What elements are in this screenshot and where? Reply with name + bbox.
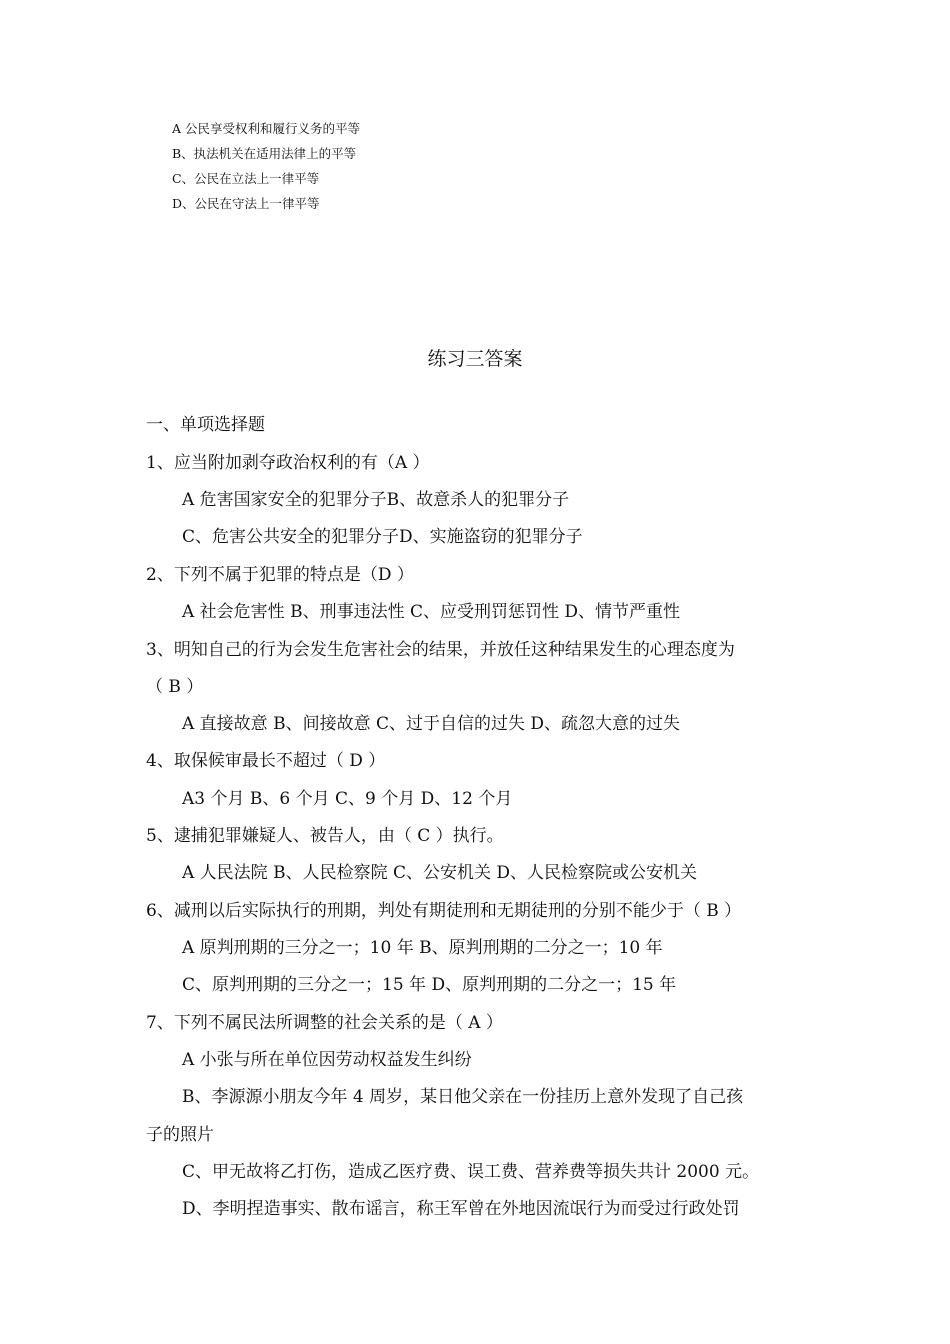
- question-option: B、李源源小朋友今年 4 周岁，某日他父亲在一份挂历上意外发现了自己孩: [182, 1087, 744, 1107]
- question-option: A 人民法院 B、人民检察院 C、公安机关 D、人民检察院或公安机关: [182, 863, 698, 883]
- question-option: A 危害国家安全的犯罪分子B、故意杀人的犯罪分子: [182, 490, 570, 510]
- question-option: A 社会危害性 B、刑事违法性 C、应受刑罚惩罚性 D、情节严重性: [182, 602, 681, 622]
- question-option: D、李明捏造事实、散布谣言，称王军曾在外地因流氓行为而受过行政处罚: [182, 1199, 740, 1219]
- question-option-continuation: 子的照片: [146, 1125, 214, 1145]
- question-stem: 4、取保候审最长不超过（ D ）: [146, 751, 386, 771]
- question-option: C、原判刑期的三分之一；15 年 D、原判刑期的二分之一；15 年: [182, 975, 677, 995]
- prev-option-c: C、公民在立法上一律平等: [172, 171, 320, 186]
- question-option: C、危害公共安全的犯罪分子D、实施盗窃的犯罪分子: [182, 527, 583, 547]
- question-option: A 小张与所在单位因劳动权益发生纠纷: [182, 1050, 472, 1070]
- question-option: C、甲无故将乙打伤，造成乙医疗费、误工费、营养费等损失共计 2000 元。: [182, 1162, 760, 1182]
- question-stem: 1、应当附加剥夺政治权利的有（A ）: [146, 453, 430, 473]
- prev-option-a: A 公民享受权利和履行义务的平等: [172, 121, 361, 136]
- section-heading: 一、单项选择题: [146, 415, 265, 435]
- question-stem: 5、逮捕犯罪嫌疑人、被告人，由（ C ）执行。: [146, 826, 504, 846]
- question-stem-continuation: （ B ）: [146, 677, 204, 697]
- page-title: 练习三答案: [427, 348, 523, 370]
- prev-option-b: B、执法机关在适用法律上的平等: [172, 146, 357, 161]
- question-stem: 3、明知自己的行为会发生危害社会的结果，并放任这种结果发生的心理态度为: [146, 640, 735, 660]
- question-option: A 直接故意 B、间接故意 C、过于自信的过失 D、疏忽大意的过失: [182, 714, 681, 734]
- question-stem: 7、下列不属民法所调整的社会关系的是（ A ）: [146, 1013, 503, 1033]
- question-option: A 原判刑期的三分之一；10 年 B、原判刑期的二分之一；10 年: [182, 938, 663, 958]
- question-stem: 6、减刑以后实际执行的刑期，判处有期徒刑和无期徒刑的分别不能少于（ B ）: [146, 901, 742, 921]
- question-stem: 2、下列不属于犯罪的特点是（D ）: [146, 565, 414, 585]
- question-option: A3 个月 B、6 个月 C、9 个月 D、12 个月: [182, 789, 513, 809]
- prev-option-d: D、公民在守法上一律平等: [172, 196, 320, 211]
